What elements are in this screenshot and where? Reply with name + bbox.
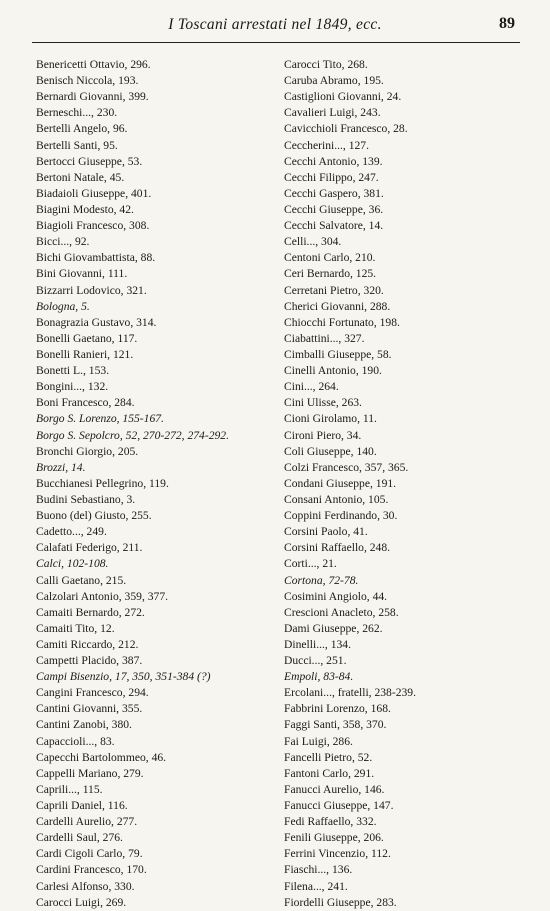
index-entry: Bonelli Gaetano, 117. [36,331,138,345]
index-entry: Fiaschi..., 136. [284,863,353,877]
index-entry: Bertoni Natale, 45. [36,170,125,184]
index-entry: Faggi Santi, 358, 370. [284,718,387,732]
index-entry: Celli..., 304. [284,235,342,249]
index-entry: Bonelli Ranieri, 121. [36,347,134,361]
index-entry: Cinelli Antonio, 190. [284,364,382,378]
index-entry: Bini Giovanni, 111. [36,267,128,281]
index-entry: Fanucci Giuseppe, 147. [284,799,394,813]
index-entry: Bonetti L., 153. [36,364,110,378]
index-entry: Carocci Tito, 268. [284,58,368,71]
running-title: I Toscani arrestati nel 1849, ecc. [168,16,382,33]
index-entry: Calli Gaetano, 215. [36,573,127,587]
index-entry: Cadetto..., 249. [36,525,107,539]
index-entry: Crescioni Anacleto, 258. [284,605,399,619]
index-entry: Ducci..., 251. [284,654,347,668]
index-entry: Carlesi Alfonso, 330. [36,879,135,893]
index-entry: Campi Bisenzio, 17, 350, 351-384 (?) [36,670,211,684]
index-entry: Chiocchi Fortunato, 198. [284,315,400,329]
index-entry: Cappelli Mariano, 279. [36,766,144,780]
index-entry: Caruba Abramo, 195. [284,74,384,88]
index-entry: Fiordelli Giuseppe, 283. [284,895,397,909]
index-entry: Bichi Giovambattista, 88. [36,251,156,265]
index-entry: Bizzarri Lodovico, 321. [36,283,147,297]
index-entry: Filena..., 241. [284,879,348,893]
index-entry: Fedi Raffaello, 332. [284,815,377,829]
index-entry: Boni Francesco, 284. [36,396,135,410]
index-entry: Dami Giuseppe, 262. [284,621,383,635]
index-entry: Cardelli Aurelio, 277. [36,815,138,829]
index-entry: Calci, 102-108. [36,557,109,571]
page-header [0,0,550,44]
index-entry: Consani Antonio, 105. [284,492,389,506]
index-entry: Camaiti Tito, 12. [36,621,115,635]
index-entry: Cosimini Angiolo, 44. [284,589,388,603]
index-entry: Cimballi Giuseppe, 58. [284,347,392,361]
index-entry: Cerretani Pietro, 320. [284,283,384,297]
index-entry: Borgo S. Lorenzo, 155-167. [36,412,164,426]
index-entry: Bernardi Giovanni, 399. [36,90,149,104]
index-entry: Camiti Riccardo, 212. [36,637,139,651]
index-entry: Cecchi Antonio, 139. [284,154,383,168]
index-entry: Cini Ulisse, 263. [284,396,362,410]
index-entry: Centoni Carlo, 210. [284,251,376,265]
index-entry: Condani Giuseppe, 191. [284,476,397,490]
index-entry: Ferrini Vincenzio, 112. [284,847,391,861]
index-entry: Cecchi Filippo, 247. [284,170,379,184]
index-column-right [284,57,520,911]
header-rule [32,42,520,43]
index-entry: Cantini Giovanni, 355. [36,702,143,716]
index-entry: Colzi Francesco, 357, 365. [284,460,409,474]
index-entry: Bertocci Giuseppe, 53. [36,154,143,168]
index-entry: Corti..., 21. [284,557,337,571]
index-entry: Cangini Francesco, 294. [36,686,149,700]
index-entry: Coli Giuseppe, 140. [284,444,377,458]
index-entry: Cioni Girolamo, 11. [284,412,377,426]
index-entry: Biagioli Francesco, 308. [36,219,150,233]
index-entry: Bologna, 5. [36,299,90,313]
index-entry: Cortona, 72-78. [284,573,359,587]
index-entry: Benericetti Ottavio, 296. [36,58,151,71]
index-entry: Castiglioni Giovanni, 24. [284,90,402,104]
index-entry: Bicci..., 92. [36,235,90,249]
index-entry: Cantini Zanobi, 380. [36,718,132,732]
index-entry: Cini..., 264. [284,380,339,394]
index-entry: Coppini Ferdinando, 30. [284,509,398,523]
index-entry: Cecchi Gaspero, 381. [284,186,384,200]
index-entry: Bongini..., 132. [36,380,109,394]
index-entry: Dinelli..., 134. [284,637,351,651]
index-entry: Ceccherini..., 127. [284,138,369,152]
index-entry: Biadaioli Giuseppe, 401. [36,186,152,200]
index-entry: Cecchi Giuseppe, 36. [284,202,384,216]
index-entry: Bonagrazia Gustavo, 314. [36,315,157,329]
index-entry: Camaiti Bernardo, 272. [36,605,145,619]
index-entry: Cavicchioli Francesco, 28. [284,122,408,136]
index-entry: Cardelli Saul, 276. [36,831,123,845]
index-entry: Corsini Paolo, 41. [284,525,368,539]
index-entry: Fanucci Aurelio, 146. [284,782,385,796]
index-entry: Bronchi Giorgio, 205. [36,444,139,458]
index-entry: Empoli, 83-84. [284,670,354,684]
index-entry: Cardi Cigoli Carlo, 79. [36,847,143,861]
index-entry: Benisch Niccola, 193. [36,74,139,88]
index-entry: Fancelli Pietro, 52. [284,750,373,764]
index-entry: Berneschi..., 230. [36,106,118,120]
index-entry: Buono (del) Giusto, 255. [36,509,152,523]
index-entry: Corsini Raffaello, 248. [284,541,391,555]
index-entry: Cironi Piero, 34. [284,428,362,442]
index-entry: Ceri Bernardo, 125. [284,267,377,281]
index-entry: Brozzi, 14. [36,460,86,474]
index-entry: Bucchianesi Pellegrino, 119. [36,476,169,490]
index-entry: Carocci Luigi, 269. [36,895,127,909]
index-entry: Fabbrini Lorenzo, 168. [284,702,391,716]
index-entry: Campetti Placido, 387. [36,654,143,668]
index-entry: Cecchi Salvatore, 14. [284,219,384,233]
index-entry: Ercolani..., fratelli, 238-239. [284,686,416,700]
index-entry: Fai Luigi, 286. [284,734,353,748]
index-column-left [36,57,276,911]
index-entry: Calzolari Antonio, 359, 377. [36,589,169,603]
index-entry: Capaccioli..., 83. [36,734,115,748]
index-entry: Caprili..., 115. [36,782,103,796]
index-entry: Borgo S. Sepolcro, 52, 270-272, 274-292. [36,428,229,442]
index-entry: Fantoni Carlo, 291. [284,766,375,780]
index-entry: Cardini Francesco, 170. [36,863,147,877]
index-entry: Bertelli Santi, 95. [36,138,118,152]
index-entry: Capecchi Bartolommeo, 46. [36,750,167,764]
index-entry: Ciabattini..., 327. [284,331,365,345]
index-entry: Cherici Giovanni, 288. [284,299,391,313]
index-entry: Cavalieri Luigi, 243. [284,106,381,120]
index-entry: Caprili Daniel, 116. [36,799,128,813]
index-entry: Bertelli Angelo, 96. [36,122,128,136]
index-entry: Calafati Federigo, 211. [36,541,143,555]
index-entry: Biagini Modesto, 42. [36,202,134,216]
index-entry: Fenili Giuseppe, 206. [284,831,384,845]
index-entry: Budini Sebastiano, 3. [36,492,136,506]
page-number: 89 [499,15,515,32]
